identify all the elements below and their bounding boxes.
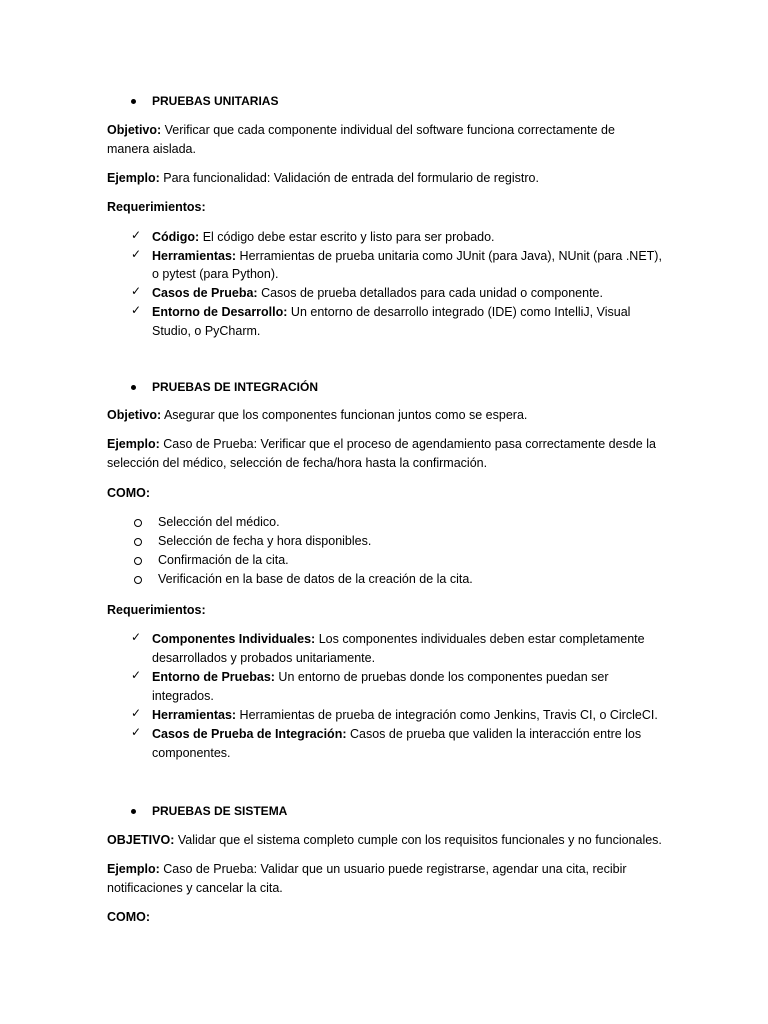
checkmark-icon: ✓ <box>131 706 142 720</box>
list-item: Verificación en la base de datos de la creación de la cita. <box>158 572 473 586</box>
ejemplo-paragraph <box>107 862 627 876</box>
ejemplo-label: Ejemplo: <box>107 437 160 451</box>
checkmark-icon: ✓ <box>131 303 142 317</box>
requerimientos-label: Requerimientos: <box>107 200 206 214</box>
checkmark-icon: ✓ <box>131 725 142 739</box>
section-heading-unitarias: PRUEBAS UNITARIAS <box>152 94 279 108</box>
ejemplo-text: Caso de Prueba: Validar que un usuario puede registrarse, agendar una cita, recibir <box>159 862 627 876</box>
req-item-text-line2: o pytest (para Python). <box>152 267 279 281</box>
bullet-dot-icon <box>131 385 136 390</box>
objetivo-paragraph <box>107 123 615 137</box>
req-item <box>152 286 603 300</box>
req-item-label: Componentes Individuales: <box>152 632 316 646</box>
req-item <box>152 305 630 319</box>
req-item <box>152 708 658 722</box>
req-item-label: Casos de Prueba: <box>152 286 258 300</box>
req-item-text: Un entorno de desarrollo integrado (IDE) como IntelliJ, Visual <box>287 305 631 319</box>
ejemplo-label: Ejemplo: <box>107 171 160 185</box>
req-item <box>152 727 641 741</box>
req-item-label: Entorno de Pruebas: <box>152 670 275 684</box>
objetivo-label: Objetivo: <box>107 123 162 137</box>
ejemplo-paragraph <box>107 171 539 185</box>
req-item <box>152 230 495 244</box>
req-item-text: Casos de prueba detallados para cada unidad o componente. <box>257 286 603 300</box>
bullet-dot-icon <box>131 99 136 104</box>
req-item-text: Un entorno de pruebas donde los componentes puedan ser <box>274 670 609 684</box>
objetivo-paragraph <box>107 833 662 847</box>
objetivo-text-line2: manera aislada. <box>107 142 196 156</box>
requerimientos-label: Requerimientos: <box>107 603 206 617</box>
ejemplo-text-line2: notificaciones y cancelar la cita. <box>107 881 283 895</box>
req-item-text-line2: integrados. <box>152 689 214 703</box>
ejemplo-text: Para funcionalidad: Validación de entrada del formulario de registro. <box>159 171 539 185</box>
checkmark-icon: ✓ <box>131 630 142 644</box>
circle-bullet-icon <box>134 519 142 527</box>
req-item-label: Código: <box>152 230 200 244</box>
circle-bullet-icon <box>134 538 142 546</box>
req-item-text-line2: componentes. <box>152 746 231 760</box>
req-item <box>152 249 662 263</box>
req-item-label: Entorno de Desarrollo: <box>152 305 288 319</box>
req-item-text: Casos de prueba que validen la interacción entre los <box>346 727 642 741</box>
circle-bullet-icon <box>134 576 142 584</box>
req-item-label: Herramientas: <box>152 249 237 263</box>
ejemplo-paragraph <box>107 437 656 451</box>
req-item-label: Casos de Prueba de Integración: <box>152 727 347 741</box>
list-item: Selección de fecha y hora disponibles. <box>158 534 372 548</box>
checkmark-icon: ✓ <box>131 284 142 298</box>
bullet-dot-icon <box>131 809 136 814</box>
req-item <box>152 632 645 646</box>
checkmark-icon: ✓ <box>131 668 142 682</box>
req-item-text-line2: Studio, o PyCharm. <box>152 324 261 338</box>
req-item-text: Los componentes individuales deben estar completamente <box>315 632 645 646</box>
section-heading-integracion: PRUEBAS DE INTEGRACIÓN <box>152 380 319 394</box>
req-item-text: Herramientas de prueba de integración como Jenkins, Travis CI, o CircleCI. <box>236 708 658 722</box>
ejemplo-text: Caso de Prueba: Verificar que el proceso de agendamiento pasa correctamente desde la <box>159 437 656 451</box>
req-item-text-line2: desarrollados y probados unitariamente. <box>152 651 376 665</box>
objetivo-text: Verificar que cada componente individual del software funciona correctamente de <box>161 123 615 137</box>
objetivo-text: Validar que el sistema completo cumple con los requisitos funcionales y no funcionales. <box>174 833 662 847</box>
list-item: Confirmación de la cita. <box>158 553 289 567</box>
ejemplo-label: Ejemplo: <box>107 862 160 876</box>
objetivo-label: Objetivo: <box>107 408 162 422</box>
como-label: COMO: <box>107 910 151 924</box>
req-item-text: Herramientas de prueba unitaria como JUnit (para Java), NUnit (para .NET), <box>236 249 662 263</box>
como-label: COMO: <box>107 486 151 500</box>
req-item-text: El código debe estar escrito y listo para ser probado. <box>199 230 495 244</box>
objetivo-text: Asegurar que los componentes funcionan juntos como se espera. <box>161 408 528 422</box>
checkmark-icon: ✓ <box>131 247 142 261</box>
req-item-label: Herramientas: <box>152 708 237 722</box>
section-heading-sistema: PRUEBAS DE SISTEMA <box>152 804 288 818</box>
list-item: Selección del médico. <box>158 515 280 529</box>
objetivo-paragraph <box>107 408 527 422</box>
circle-bullet-icon <box>134 557 142 565</box>
checkmark-icon: ✓ <box>131 228 142 242</box>
req-item <box>152 670 609 684</box>
objetivo-label: OBJETIVO: <box>107 833 175 847</box>
ejemplo-text-line2: selección del médico, selección de fecha/hora hasta la confirmación. <box>107 456 488 470</box>
